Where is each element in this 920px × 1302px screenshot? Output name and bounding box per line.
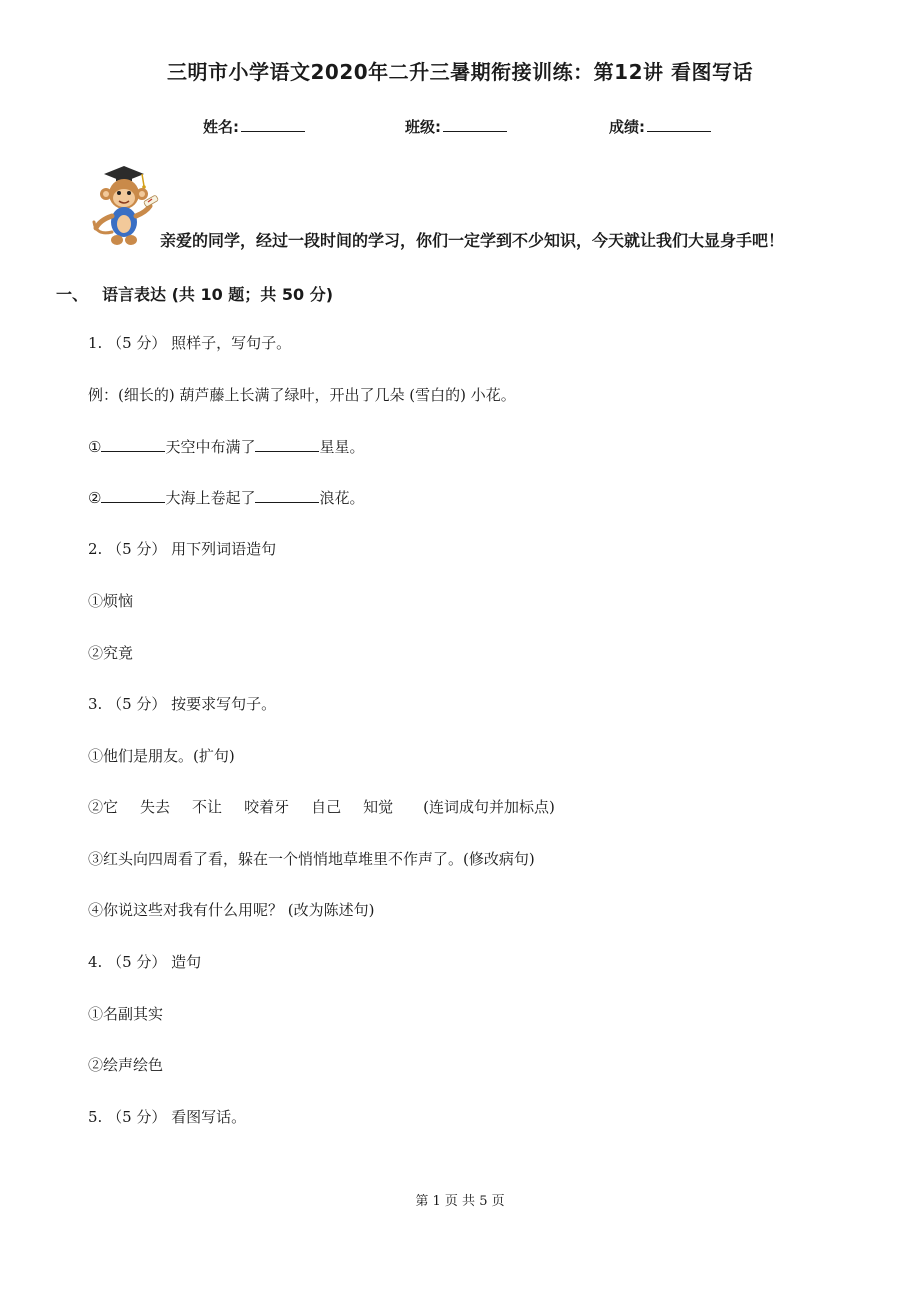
- q3-header: 3. （5 分） 按要求写句子。: [88, 695, 277, 713]
- name-label: 姓名:: [203, 118, 239, 136]
- q1-item-1-prefix: ①: [88, 438, 102, 456]
- q3-item-1: ①他们是朋友。(扩句): [88, 747, 235, 765]
- q1-item-1-mid: 天空中布满了: [165, 438, 256, 456]
- page-title: 三明市小学语文2020年二升三暑期衔接训练：第12讲 看图写话: [167, 60, 753, 84]
- class-blank[interactable]: [443, 117, 507, 132]
- graduate-monkey-mascot-icon: [86, 162, 160, 248]
- q3-item-2-prefix: ②: [88, 798, 104, 816]
- q1-item-1-blank-a[interactable]: [101, 436, 165, 452]
- q1-item-2-mid: 大海上卷起了: [165, 489, 256, 507]
- q1-item-1: [88, 436, 364, 458]
- q4-item-2: ②绘声绘色: [88, 1056, 164, 1074]
- q1-item-1-suffix: 星星。: [319, 438, 365, 456]
- q3-word: 自己: [311, 798, 342, 816]
- section-title: 语言表达 (共 10 题；共 50 分): [102, 285, 334, 304]
- name-field[interactable]: [203, 116, 305, 137]
- q2-item-2: ②究竟: [88, 644, 134, 662]
- class-field[interactable]: [405, 116, 507, 137]
- q3-item-2: [88, 796, 555, 818]
- q4-item-1: ①名副其实: [88, 1005, 164, 1023]
- q4-header: 4. （5 分） 造句: [88, 953, 202, 971]
- q1-header: 1. （5 分） 照样子，写句子。: [88, 334, 292, 352]
- section-heading: [56, 282, 333, 305]
- q1-item-2-suffix: 浪花。: [319, 489, 365, 507]
- class-label: 班级:: [405, 118, 441, 136]
- q1-item-2: [88, 487, 364, 509]
- student-info-row: [0, 116, 920, 140]
- q3-item-3: ③红头向四周看了看，躲在一个悄悄地草堆里不作声了。(修改病句): [88, 850, 535, 868]
- q1-example: 例：(细长的) 葫芦藤上长满了绿叶，开出了几朵 (雪白的) 小花。: [88, 386, 516, 404]
- q3-word: 失去: [140, 798, 171, 816]
- q3-word: 知觉: [363, 798, 394, 816]
- page-footer: 第 1 页 共 5 页: [415, 1194, 505, 1209]
- q2-header: 2. （5 分） 用下列词语造句: [88, 540, 277, 558]
- q3-word: 咬着牙: [244, 798, 290, 816]
- q1-item-2-blank-b[interactable]: [255, 487, 319, 503]
- score-blank[interactable]: [647, 117, 711, 132]
- score-field[interactable]: [609, 116, 711, 137]
- q3-item-2-note: (连词成句并加标点): [423, 798, 555, 816]
- q5-header: 5. （5 分） 看图写话。: [88, 1108, 247, 1126]
- q2-item-1: ①烦恼: [88, 592, 134, 610]
- q3-item-4: ④你说这些对我有什么用呢？ (改为陈述句): [88, 901, 375, 919]
- greeting-text: 亲爱的同学，经过一段时间的学习，你们一定学到不少知识，今天就让我们大显身手吧！: [160, 231, 785, 250]
- name-blank[interactable]: [241, 117, 305, 132]
- q3-word: 它: [103, 798, 119, 816]
- score-label: 成绩:: [609, 118, 645, 136]
- q1-item-2-prefix: ②: [88, 489, 102, 507]
- section-number: 一、: [56, 285, 89, 304]
- q3-word: 不让: [192, 798, 223, 816]
- q1-item-1-blank-b[interactable]: [255, 436, 319, 452]
- q1-item-2-blank-a[interactable]: [101, 487, 165, 503]
